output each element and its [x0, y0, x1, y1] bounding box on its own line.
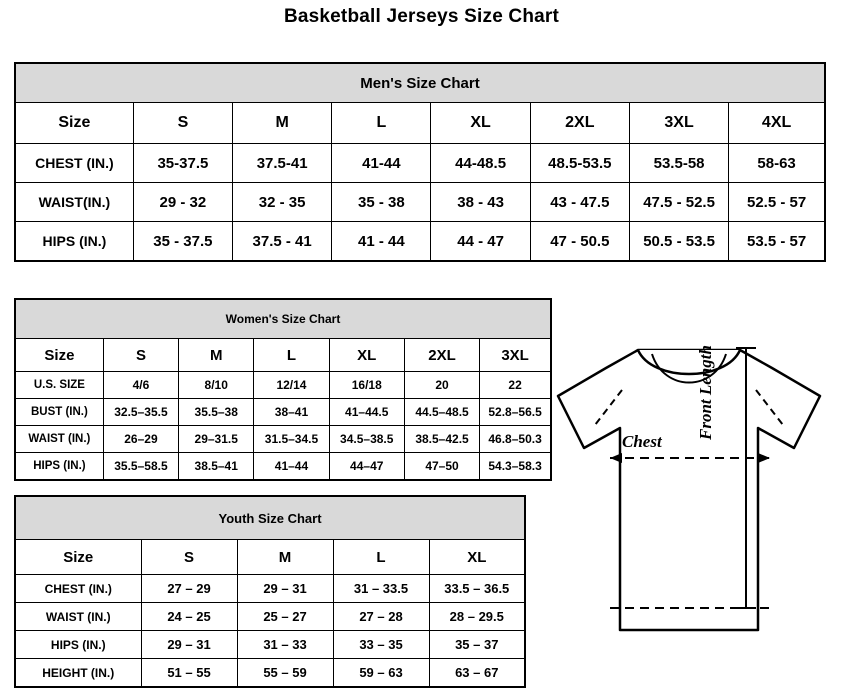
mens-hips-l: 41 - 44	[332, 222, 431, 262]
youth-chart-title: Youth Size Chart	[15, 496, 525, 540]
womens-col-3xl: 3XL	[480, 339, 551, 372]
youth-row-label-chest: CHEST (IN.)	[15, 575, 141, 603]
table-row	[15, 183, 825, 222]
page-title: Basketball Jerseys Size Chart	[283, 6, 560, 27]
youth-row-label-hips: HIPS (IN.)	[15, 631, 141, 659]
womens-chart-title-row	[15, 299, 551, 339]
youth-chart-header-row	[15, 540, 525, 575]
mens-waist-m: 32 - 35	[233, 183, 332, 222]
mens-waist-4xl: 52.5 - 57	[729, 183, 825, 222]
youth-hips-m: 31 – 33	[237, 631, 333, 659]
womens-col-s: S	[103, 339, 178, 372]
youth-chest-xl: 33.5 – 36.5	[429, 575, 525, 603]
youth-hips-l: 33 – 35	[333, 631, 429, 659]
mens-waist-3xl: 47.5 - 52.5	[629, 183, 728, 222]
mens-row-label-chest: CHEST (IN.)	[15, 144, 133, 183]
womens-col-m: M	[179, 339, 254, 372]
womens-hips-3xl: 54.3–58.3	[480, 453, 551, 481]
womens-ussize-2xl: 20	[404, 372, 479, 399]
womens-waist-2xl: 38.5–42.5	[404, 426, 479, 453]
mens-size-chart-table	[14, 62, 826, 262]
chest-measurement-label: Chest	[622, 432, 662, 451]
mens-hips-4xl: 53.5 - 57	[729, 222, 825, 262]
womens-chart-title: Women's Size Chart	[15, 299, 551, 339]
mens-hips-m: 37.5 - 41	[233, 222, 332, 262]
youth-waist-l: 27 – 28	[333, 603, 429, 631]
womens-hips-m: 38.5–41	[179, 453, 254, 481]
womens-hips-xl: 44–47	[329, 453, 404, 481]
womens-ussize-m: 8/10	[179, 372, 254, 399]
mens-chest-3xl: 53.5-58	[629, 144, 728, 183]
womens-ussize-l: 12/14	[254, 372, 329, 399]
jersey-measurement-diagram	[548, 330, 838, 670]
mens-hips-3xl: 50.5 - 53.5	[629, 222, 728, 262]
womens-waist-m: 29–31.5	[179, 426, 254, 453]
womens-hips-s: 35.5–58.5	[103, 453, 178, 481]
mens-col-xl: XL	[431, 103, 530, 144]
womens-col-xl: XL	[329, 339, 404, 372]
womens-chart-header-row	[15, 339, 551, 372]
mens-col-l: L	[332, 103, 431, 144]
youth-chest-m: 29 – 31	[237, 575, 333, 603]
mens-chest-4xl: 58-63	[729, 144, 825, 183]
womens-row-label-hips: HIPS (IN.)	[15, 453, 103, 481]
mens-col-2xl: 2XL	[530, 103, 629, 144]
youth-size-chart-table	[14, 495, 526, 688]
table-row	[15, 222, 825, 262]
table-row	[15, 144, 825, 183]
youth-col-s: S	[141, 540, 237, 575]
womens-row-label-bust: BUST (IN.)	[15, 399, 103, 426]
youth-chest-l: 31 – 33.5	[333, 575, 429, 603]
youth-height-xl: 63 – 67	[429, 659, 525, 688]
womens-bust-s: 32.5–35.5	[103, 399, 178, 426]
mens-col-s: S	[133, 103, 232, 144]
womens-waist-l: 31.5–34.5	[254, 426, 329, 453]
youth-waist-s: 24 – 25	[141, 603, 237, 631]
table-row	[15, 372, 551, 399]
youth-waist-m: 25 – 27	[237, 603, 333, 631]
mens-chart-header-row	[15, 103, 825, 144]
youth-hips-xl: 35 – 37	[429, 631, 525, 659]
table-row	[15, 659, 525, 688]
womens-bust-2xl: 44.5–48.5	[404, 399, 479, 426]
youth-waist-xl: 28 – 29.5	[429, 603, 525, 631]
mens-row-label-waist: WAIST(IN.)	[15, 183, 133, 222]
youth-row-label-waist: WAIST (IN.)	[15, 603, 141, 631]
womens-col-size: Size	[15, 339, 103, 372]
womens-waist-s: 26–29	[103, 426, 178, 453]
womens-ussize-3xl: 22	[480, 372, 551, 399]
mens-hips-xl: 44 - 47	[431, 222, 530, 262]
mens-chest-l: 41-44	[332, 144, 431, 183]
mens-waist-xl: 38 - 43	[431, 183, 530, 222]
mens-col-size: Size	[15, 103, 133, 144]
youth-chart-title-row	[15, 496, 525, 540]
womens-bust-xl: 41–44.5	[329, 399, 404, 426]
womens-bust-3xl: 52.8–56.5	[480, 399, 551, 426]
mens-col-m: M	[233, 103, 332, 144]
mens-chart-title: Men's Size Chart	[15, 63, 825, 103]
mens-chest-2xl: 48.5-53.5	[530, 144, 629, 183]
mens-waist-2xl: 43 - 47.5	[530, 183, 629, 222]
womens-size-chart-table	[14, 298, 552, 481]
youth-col-m: M	[237, 540, 333, 575]
womens-col-l: L	[254, 339, 329, 372]
front-length-measurement-label: Front Length	[696, 345, 715, 440]
mens-chart-title-row	[15, 63, 825, 103]
youth-col-size: Size	[15, 540, 141, 575]
youth-chest-s: 27 – 29	[141, 575, 237, 603]
mens-hips-2xl: 47 - 50.5	[530, 222, 629, 262]
table-row	[15, 426, 551, 453]
womens-bust-l: 38–41	[254, 399, 329, 426]
womens-waist-xl: 34.5–38.5	[329, 426, 404, 453]
mens-col-3xl: 3XL	[629, 103, 728, 144]
table-row	[15, 603, 525, 631]
youth-hips-s: 29 – 31	[141, 631, 237, 659]
mens-chest-m: 37.5-41	[233, 144, 332, 183]
mens-chest-s: 35-37.5	[133, 144, 232, 183]
jersey-shirt-icon	[548, 330, 838, 670]
womens-bust-m: 35.5–38	[179, 399, 254, 426]
womens-row-label-waist: WAIST (IN.)	[15, 426, 103, 453]
youth-height-m: 55 – 59	[237, 659, 333, 688]
mens-waist-s: 29 - 32	[133, 183, 232, 222]
womens-ussize-xl: 16/18	[329, 372, 404, 399]
mens-row-label-hips: HIPS (IN.)	[15, 222, 133, 262]
mens-waist-l: 35 - 38	[332, 183, 431, 222]
mens-hips-s: 35 - 37.5	[133, 222, 232, 262]
youth-col-l: L	[333, 540, 429, 575]
mens-col-4xl: 4XL	[729, 103, 825, 144]
table-row	[15, 575, 525, 603]
womens-hips-2xl: 47–50	[404, 453, 479, 481]
youth-row-label-height: HEIGHT (IN.)	[15, 659, 141, 688]
table-row	[15, 453, 551, 481]
table-row	[15, 631, 525, 659]
mens-chest-xl: 44-48.5	[431, 144, 530, 183]
youth-height-l: 59 – 63	[333, 659, 429, 688]
table-row	[15, 399, 551, 426]
youth-col-xl: XL	[429, 540, 525, 575]
womens-ussize-s: 4/6	[103, 372, 178, 399]
womens-waist-3xl: 46.8–50.3	[480, 426, 551, 453]
womens-col-2xl: 2XL	[404, 339, 479, 372]
womens-row-label-us-size: U.S. SIZE	[15, 372, 103, 399]
womens-hips-l: 41–44	[254, 453, 329, 481]
youth-height-s: 51 – 55	[141, 659, 237, 688]
